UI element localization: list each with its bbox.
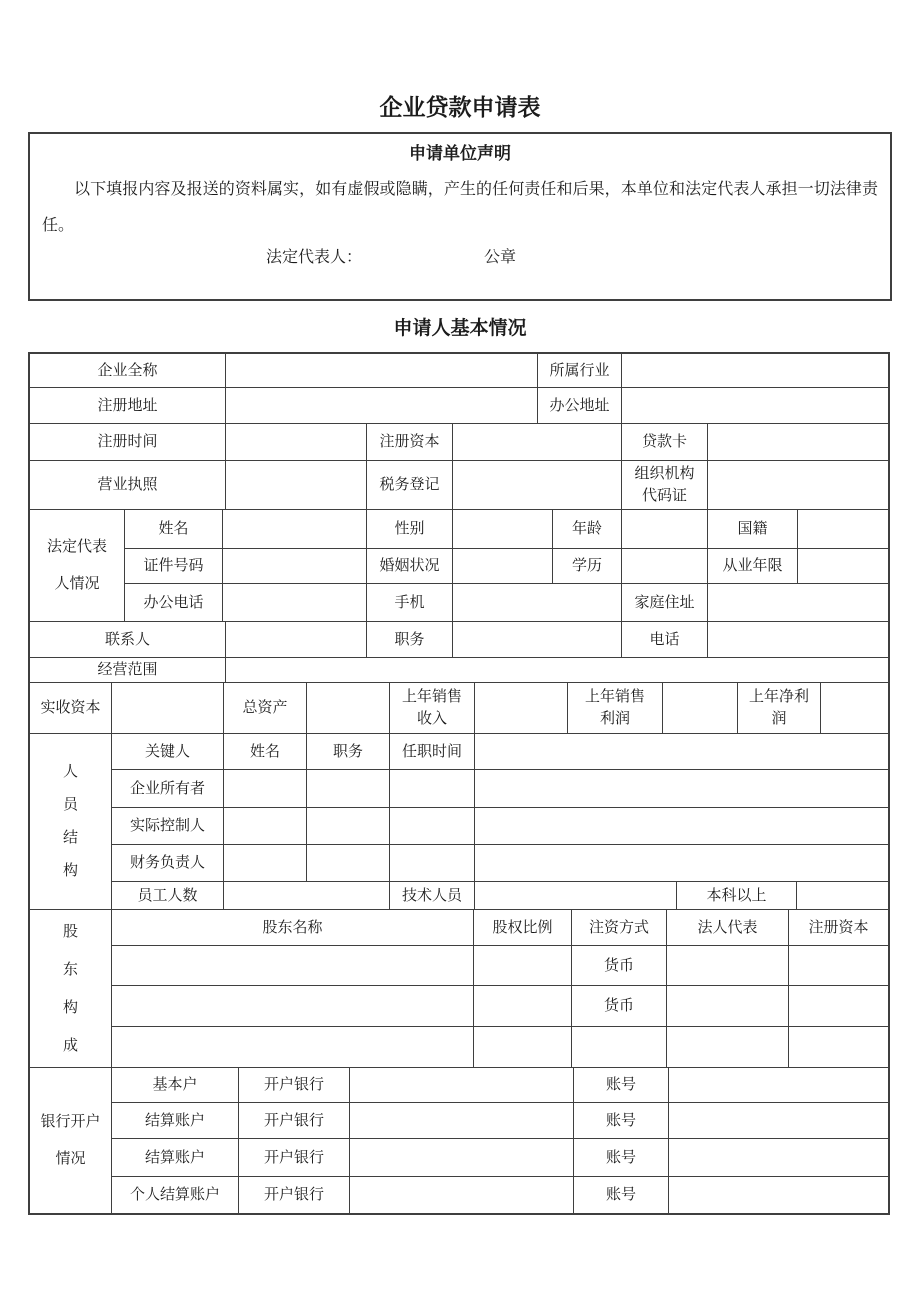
row-licenses [30,461,888,510]
field-home-address[interactable] [708,584,888,622]
field-sh2-reg-capital[interactable] [789,986,888,1027]
shareholders-rows [112,910,888,1068]
row-employees [112,882,888,910]
row-shareholder-2 [112,986,888,1027]
shareholders-section-text: 股东构成 [62,923,78,1054]
label-technical-staff: 技术人员 [390,882,475,910]
field-owner-tenure[interactable] [390,770,475,808]
field-finance-head-extra[interactable] [475,845,888,882]
row-legal-rep-3 [125,584,888,622]
declaration-heading: 申请单位声明 [409,144,511,163]
field-controller-extra[interactable] [475,808,888,845]
field-name[interactable] [223,510,367,549]
legal-rep-rows [125,510,888,622]
field-sh3-ratio[interactable] [474,1027,572,1068]
org-code-cert-text: 组织机构代码证 [634,466,695,504]
label-business-scope: 经营范围 [30,658,226,683]
field-id-number[interactable] [223,549,367,584]
last-year-sales-text: 上年销售收入 [401,689,462,727]
label-bachelor-above: 本科以上 [677,882,797,910]
field-bank-name-1[interactable] [350,1068,574,1103]
field-sh1-legal-rep[interactable] [667,946,789,986]
field-key-person-extra[interactable] [475,734,888,770]
field-sh1-reg-capital[interactable] [789,946,888,986]
label-education: 学历 [553,549,622,584]
field-contact-person[interactable] [226,622,367,658]
field-bank-name-2[interactable] [350,1103,574,1139]
label-kp-tenure: 任职时间 [390,734,475,770]
field-business-scope[interactable] [226,658,888,683]
row-legal-rep-1 [125,510,888,549]
seal-label: 公章 [484,249,517,266]
field-sh2-name[interactable] [112,986,474,1027]
row-bank-basic [112,1068,888,1103]
row-finance-head [112,845,888,882]
label-marital-status: 婚姻状况 [367,549,453,584]
field-registered-address[interactable] [226,388,538,424]
field-bank-name-4[interactable] [350,1177,574,1213]
field-technical-staff[interactable] [475,882,677,910]
field-sh2-ratio[interactable] [474,986,572,1027]
row-company-name [30,354,888,388]
declaration-body: 以下填报内容及报送的资料属实，如有虚假或隐瞒，产生的任何责任和后果，本单位和法定代表人承担一切法律责任。 [42,181,878,234]
legal-rep-section-text: 法定代表人情况 [46,538,107,592]
row-registration [30,424,888,461]
label-office-phone: 办公电话 [125,584,223,622]
legal-rep-section [30,510,888,622]
label-account-no-1: 账号 [574,1068,669,1103]
field-phone[interactable] [708,622,888,658]
field-account-no-1[interactable] [669,1068,888,1103]
label-position: 职务 [367,622,453,658]
label-finance-head: 财务负责人 [112,845,224,882]
label-org-code-cert [622,461,708,510]
label-sh-legal-rep: 法人代表 [667,910,789,946]
bank-section [30,1068,888,1213]
label-account-no-3: 账号 [574,1139,669,1177]
label-personnel-section [30,734,112,910]
label-office-address: 办公地址 [538,388,622,424]
field-industry[interactable] [622,354,888,388]
label-basic-account: 基本户 [112,1068,239,1103]
bank-section-text: 银行开户情况 [40,1113,101,1167]
row-bank-personal [112,1177,888,1213]
field-office-address[interactable] [622,388,888,424]
row-business-scope [30,658,888,683]
field-sh1-ratio[interactable] [474,946,572,986]
label-company-name: 企业全称 [30,354,226,388]
label-bank-section [30,1068,112,1213]
label-gender: 性别 [367,510,453,549]
declaration-box [28,132,892,301]
row-registered-address [30,388,888,424]
label-registered-address: 注册地址 [30,388,226,424]
field-owner-name[interactable] [224,770,307,808]
field-owner-extra[interactable] [475,770,888,808]
label-shareholder-name: 股东名称 [112,910,474,946]
row-owner [112,770,888,808]
applicant-info-table [28,352,890,1215]
row-shareholder-1 [112,946,888,986]
field-nationality[interactable] [798,510,888,549]
label-last-year-sales-profit [568,683,663,734]
field-finance-head-position[interactable] [307,845,390,882]
field-finance-head-name[interactable] [224,845,307,882]
row-shareholder-3 [112,1027,888,1068]
label-shareholders-section [30,910,112,1068]
field-company-name[interactable] [226,354,538,388]
personnel-section-text: 人员结构 [62,763,78,879]
field-controller-name[interactable] [224,808,307,845]
field-owner-position[interactable] [307,770,390,808]
field-sh3-legal-rep[interactable] [667,1027,789,1068]
last-year-sales-profit-text: 上年销售利润 [584,689,645,727]
personnel-section [30,734,888,910]
field-sh1-method[interactable]: 货币 [572,946,667,986]
field-controller-tenure[interactable] [390,808,475,845]
label-settle-account-1: 结算账户 [112,1103,239,1139]
label-loan-card: 贷款卡 [622,424,708,461]
field-mobile[interactable] [453,584,622,622]
field-finance-head-tenure[interactable] [390,845,475,882]
row-contact [30,622,888,658]
field-last-year-sales-profit[interactable] [663,683,738,734]
field-controller-position[interactable] [307,808,390,845]
label-bank-name-4: 开户银行 [239,1177,350,1213]
label-funding-method: 注资方式 [572,910,667,946]
field-tax-registration[interactable] [453,461,622,510]
field-last-year-net-profit[interactable] [821,683,888,734]
field-sh2-method[interactable]: 货币 [572,986,667,1027]
section-heading: 申请人基本情况 [393,318,527,339]
row-financials [30,683,888,734]
label-work-years: 从业年限 [708,549,798,584]
last-year-net-profit-text: 上年净利润 [748,689,809,727]
label-settle-account-2: 结算账户 [112,1139,239,1177]
row-legal-rep-2 [125,549,888,584]
field-account-no-3[interactable] [669,1139,888,1177]
label-employee-count: 员工人数 [112,882,224,910]
shareholders-section [30,910,888,1068]
legal-rep-sign-label: 法定代表人： [266,249,363,266]
label-nationality: 国籍 [708,510,798,549]
label-business-license: 营业执照 [30,461,226,510]
field-registered-time[interactable] [226,424,367,461]
field-employee-count[interactable] [224,882,390,910]
personnel-rows [112,734,888,910]
label-kp-name: 姓名 [224,734,307,770]
label-bank-name-3: 开户银行 [239,1139,350,1177]
field-work-years[interactable] [798,549,888,584]
label-kp-position: 职务 [307,734,390,770]
label-owner: 企业所有者 [112,770,224,808]
label-contact-person: 联系人 [30,622,226,658]
label-mobile: 手机 [367,584,453,622]
label-actual-controller: 实际控制人 [112,808,224,845]
label-industry: 所属行业 [538,354,622,388]
field-sh3-method[interactable] [572,1027,667,1068]
field-paid-in-capital[interactable] [112,683,224,734]
label-account-no-2: 账号 [574,1103,669,1139]
label-registered-capital: 注册资本 [367,424,453,461]
field-sh1-name[interactable] [112,946,474,986]
field-gender[interactable] [453,510,553,549]
declaration-sign-line [30,246,890,270]
row-bank-settle-1 [112,1103,888,1139]
row-key-person-header [112,734,888,770]
field-bachelor-above[interactable] [797,882,888,910]
label-bank-name-1: 开户银行 [239,1068,350,1103]
field-org-code-cert[interactable] [708,461,888,510]
field-total-assets[interactable] [307,683,390,734]
field-age[interactable] [622,510,708,549]
label-registered-time: 注册时间 [30,424,226,461]
label-id-number: 证件号码 [125,549,223,584]
field-registered-capital[interactable] [453,424,622,461]
field-account-no-4[interactable] [669,1177,888,1213]
field-education[interactable] [622,549,708,584]
field-last-year-sales[interactable] [475,683,568,734]
field-sh2-legal-rep[interactable] [667,986,789,1027]
label-sh-reg-capital: 注册资本 [789,910,888,946]
label-shareholder-ratio: 股权比例 [474,910,572,946]
field-marital-status[interactable] [453,549,553,584]
label-personal-settle-account: 个人结算账户 [112,1177,239,1213]
field-business-license[interactable] [226,461,367,510]
row-shareholder-header [112,910,888,946]
row-bank-settle-2 [112,1139,888,1177]
label-bank-name-2: 开户银行 [239,1103,350,1139]
label-tax-registration: 税务登记 [367,461,453,510]
label-total-assets: 总资产 [224,683,307,734]
field-loan-card[interactable] [708,424,888,461]
field-account-no-2[interactable] [669,1103,888,1139]
label-last-year-net-profit [738,683,821,734]
label-paid-in-capital: 实收资本 [30,683,112,734]
field-position[interactable] [453,622,622,658]
label-account-no-4: 账号 [574,1177,669,1213]
label-home-address: 家庭住址 [622,584,708,622]
label-last-year-sales [390,683,475,734]
row-actual-controller [112,808,888,845]
label-key-person: 关键人 [112,734,224,770]
field-sh3-reg-capital[interactable] [789,1027,888,1068]
label-phone: 电话 [622,622,708,658]
label-legal-rep-section [30,510,125,622]
label-age: 年龄 [553,510,622,549]
bank-rows [112,1068,888,1213]
label-name: 姓名 [125,510,223,549]
page-title: 企业贷款申请表 [379,95,541,120]
field-office-phone[interactable] [223,584,367,622]
field-sh3-name[interactable] [112,1027,474,1068]
field-bank-name-3[interactable] [350,1139,574,1177]
